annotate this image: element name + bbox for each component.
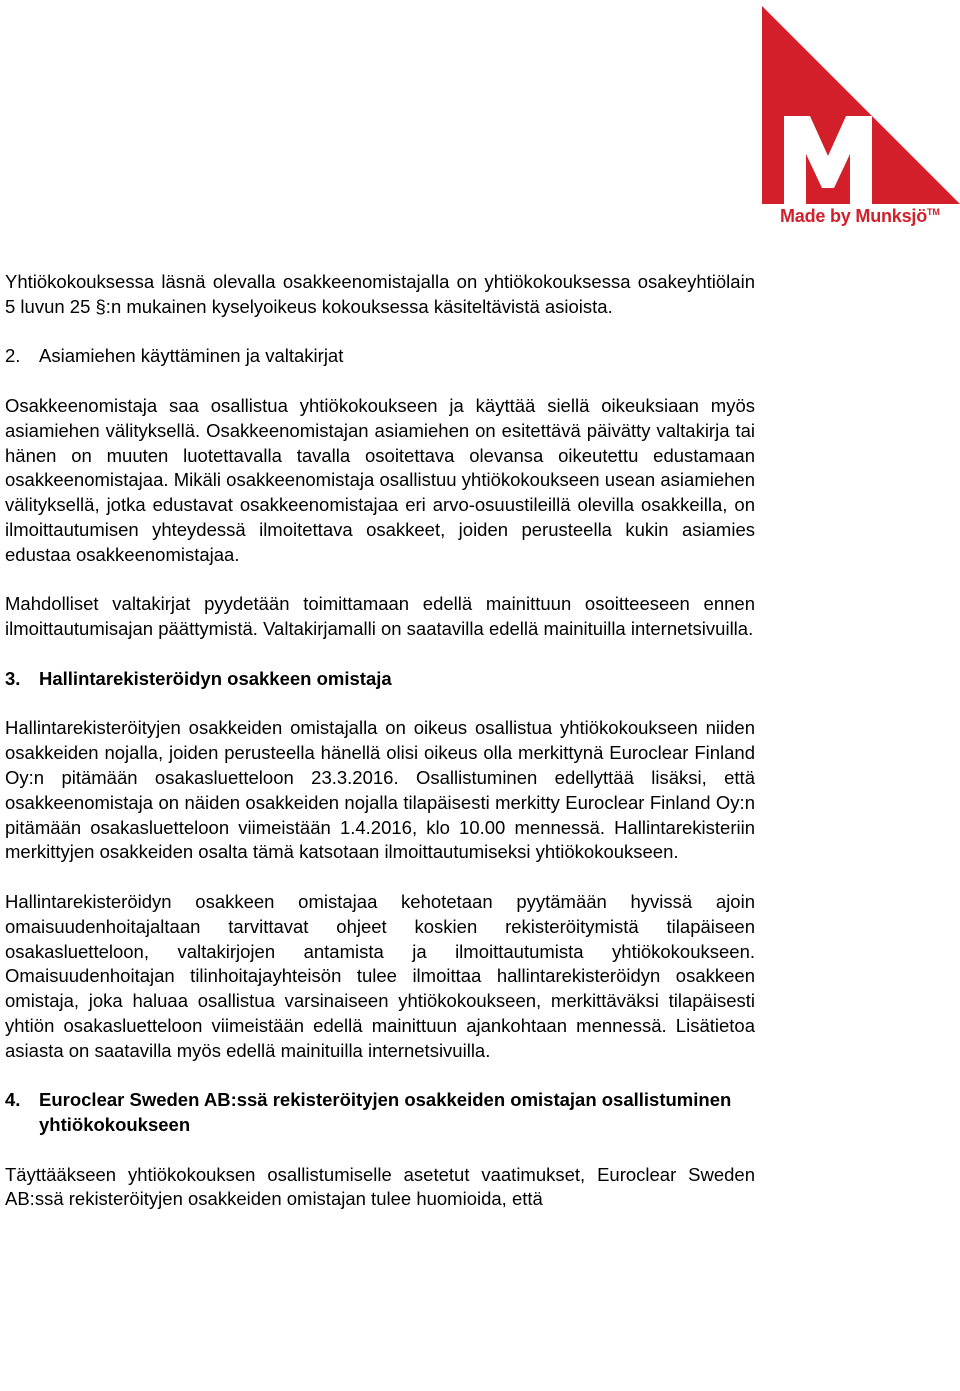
- section-3-heading: [5, 667, 755, 692]
- section-3-number: 3.: [5, 667, 21, 689]
- section-2-title: Asiamiehen käyttäminen ja valtakirjat: [39, 345, 344, 367]
- logo-wordmark: [780, 206, 960, 227]
- section-3-paragraph-1: Hallintarekisteröityjen osakkeiden omistajalla on oikeus osallistua yhtiökokoukseen niiden osakkeiden nojalla, joiden perusteella hänellä olisi oikeus olla merkittynä Euroclear Finland Oy:n pitämään osakasluetteloon 23.3.2016. Osallistuminen edellyttää lisäksi, että osakkeenomistaja on näiden osakkeiden nojalla tilapäisesti merkitty Euroclear Finland Oy:n pitämään osakasluetteloon viimeistään 1.4.2016, klo 10.00 mennessä. Hallintarekisteriin merkittyjen osakkeiden osalta tämä katsotaan ilmoittautumiseksi yhtiökokoukseen.: [5, 717, 755, 863]
- intro-paragraph: Yhtiökokouksessa läsnä olevalla osakkeenomistajalla on yhtiökokouksessa osakeyhtiölain 5 luvun 25 §:n mukainen kyselyoikeus kokouksessa käsiteltävistä asioista.: [5, 271, 755, 317]
- made-by-munksjo-logo: [762, 6, 960, 234]
- section-4-heading: [5, 1088, 755, 1138]
- section-2-heading: [5, 344, 755, 369]
- section-2-paragraph-2: Mahdolliset valtakirjat pyydetään toimittamaan edellä mainittuun osoitteeseen ennen ilmoittautumisajan päättymistä. Valtakirjamalli on saatavilla edellä mainituilla internetsivuilla.: [5, 593, 755, 640]
- section-2-paragraph-1: Osakkeenomistaja saa osallistua yhtiökokoukseen ja käyttää siellä oikeuksiaan myös asiamiehen välityksellä. Osakkeenomistajan asiamiehen on esitettävä päivätty valtakirja tai hänen on muuten luotettavalla tavalla osoitettava olevansa oikeutettu edustamaan osakkeenomistajaa. Mikäli osakkeenomistaja osallistuu yhtiökokoukseen usean asiamiehen välityksellä, jotka edustavat osakkeenomistajaa eri arvo-osuustileillä olevilla osakkeilla, on ilmoittautumisen yhteydessä ilmoitettava osakkeet, joiden perusteella kukin asiamies edustaa osakkeenomistajaa.: [5, 394, 755, 565]
- section-4-paragraph-1: Täyttääkseen yhtiökokouksen osallistumiselle asetetut vaatimukset, Euroclear Sweden AB:ssä rekisteröityjen osakkeiden omistajan tulee huomioida, että: [5, 1163, 755, 1210]
- section-3-paragraph-2: Hallintarekisteröidyn osakkeen omistajaa kehotetaan pyytämään hyvissä ajoin omaisuudenhoitajaltaan tarvittavat ohjeet koskien rekisteröitymistä tilapäiseen osakasluetteloon, valtakirjojen antamista ja ilmoittautumista yhtiökokoukseen. Omaisuudenhoitajan tilinhoitajayhteisön tulee ilmoittaa hallintarekisteröidyn osakkeen omistaja, joka haluaa osallistua varsinaiseen yhtiökokoukseen, merkittäväksi tilapäisesti yhtiön osakasluetteloon viimeistään edellä mainittuun ajankohtaan mennessä. Lisätietoa asiasta on saatavilla myös edellä mainituilla internetsivuilla.: [5, 890, 755, 1061]
- section-4-title: Euroclear Sweden AB:ssä rekisteröityjen osakkeiden omistajan osallistuminen yhtiökokoukseen: [39, 1089, 732, 1136]
- section-3-title: Hallintarekisteröidyn osakkeen omistaja: [39, 667, 392, 689]
- section-2-number: 2.: [5, 345, 21, 367]
- logo-wordmark-text: Made by Munksjö: [780, 206, 928, 226]
- section-4-number: 4.: [5, 1089, 21, 1111]
- trademark-mark: TM: [927, 207, 940, 217]
- munksjo-m-icon: [762, 6, 960, 206]
- document-body: [5, 270, 755, 1212]
